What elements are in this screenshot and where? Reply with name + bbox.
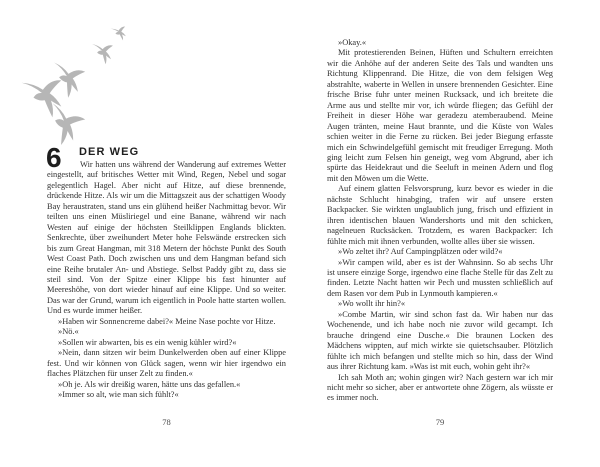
paragraph: Wir hatten uns während der Wanderung auf extremes Wetter eingestellt, auf britisches Wetter mit Wind, Regen, Nebel und sogar gelegentlich Hagel. Aber nicht auf Hitze, auf diese brennende, drückende Hitze. Als wir um die Mittagszeit aus der schattigen Woody Bay heraustraten, stand uns ein glühend heißer Nachmittag bevor. Wir teilten uns einen Müsliriegel und eine Banane, während wir nach Westen auf einige der höchsten Steilklippen Englands blickten. Senkrechte, über zweihundert Meter hohe Felswände erstrecken sich bis zum Great Hangman, mit 318 Metern der höchste Punkt des South West Coast Path. Doch zwischen uns und dem Hangman befand sich eine Reihe brutaler An- und Abstiege. Selbst Paddy gibt zu, dass sie steil sind. Von der Spitze einer Klippe bis fast hinunter auf Meereshöhe, von dort wieder hinauf auf eine Klippe. Und so weiter. Das war der Grund, warum ich eigentlich in Poole hatte starten wollen. Und es wurde immer heißer. bbox=[47, 160, 286, 316]
paragraph: »Wir campen wild, aber es ist der Wahnsinn. So ab sechs Uhr ist unsere einzige Sorge, irgendwo eine flache Stelle für das Zelt zu finden. Letzte Nacht hatten wir Pech und mussten schließlich auf dem Rasen vor dem Pub in Lynmouth kampieren.« bbox=[327, 257, 553, 298]
paragraph: »Wo wollt ihr hin?« bbox=[338, 299, 406, 309]
paragraph: »Nö.« bbox=[58, 327, 79, 337]
paragraph: Ich sah Moth an; wohin gingen wir? Nach gestern war ich mir nicht mehr so sicher, aber er antwortete ohne Zögern, als wüsste er es immer noch. bbox=[327, 372, 553, 403]
paragraph: »Wo zeltet ihr? Auf Campingplätzen oder wild?« bbox=[338, 247, 503, 257]
paragraph: »Immer so alt, wie man sich fühlt?« bbox=[58, 389, 179, 399]
paragraph: Auf einem glatten Felsvorsprung, kurz bevor es wieder in die nächste Schlucht hinabging, trafen wir auf unsere ersten Backpacker. Sie wirkten unglaublich jung, frisch und effizient in ihren identischen blauen Wandershorts und mit den schicken, nagelneuen Rucksäcken. Trotzdem, es waren Backpacker: Ich fühlte mich mit ihnen verbunden, wollte alles über sie wissen. bbox=[327, 184, 553, 246]
chapter-number: 6 bbox=[46, 142, 62, 173]
chapter-title: DER WEG bbox=[79, 146, 140, 158]
page-number-left: 78 bbox=[162, 417, 171, 427]
paragraph: »Nein, dann sitzen wir beim Dunkelwerden oben auf einer Klippe fest. Und wir können von Glück sagen, wenn wir hier irgendwo ein flaches Plätzchen für unser Zelt zu finden.« bbox=[47, 348, 286, 379]
paragraph: Mit protestierenden Beinen, Hüften und Schultern erreichten wir die Anhöhe auf der anderen Seite des Tals und wandten uns Richtung Klippenrand. Die Hitze, die von dem felsigen Weg abstrahlte, waberte in Wellen in unsere brennenden Gesichter. Eine frische Brise fuhr unter meinen Rucksack, und ich breitete die Arme aus und stellte mir vor, ich würde fliegen; das Gefühl der Freiheit in dieser Höhe war geradezu atemberaubend. Meine Augen tränten, meine Haut brannte, und die Küste von Wales schien weiter in die Ferne zu rücken. Bei jeder Biegung erfasste mich ein Schwindelgefühl gemischt mit freudiger Erregung. Moth ging leicht zum Felsen hin geneigt, weg vom Abgrund, aber ich spürte das Heidekraut und die Seeluft in meinen Adern und flog mit den Möwen um die Wette. bbox=[327, 48, 553, 183]
swallow-icon bbox=[111, 25, 129, 43]
paragraph: »Sollen wir abwarten, bis es ein wenig kühler wird?« bbox=[58, 337, 237, 347]
swallow-icon bbox=[92, 43, 114, 65]
paragraph: »Oh je. Als wir dreißig waren, hätte uns das gefallen.« bbox=[58, 379, 241, 389]
paragraph: »Haben wir Sonnencreme dabei?« Meine Nase pochte vor Hitze. bbox=[58, 316, 276, 326]
swallow-flock-illustration bbox=[0, 20, 145, 148]
page-left-text-block bbox=[47, 160, 286, 400]
paragraph: »Combe Martin, wir sind schon fast da. Wir haben nur das Wochenende, und ich habe noch nie zuvor wild gecampt. Ich brauche dringend eine Dusche.« Die braunen Locken des Mädchens wippten, auf mich wirkte sie quietschsauber. Plötzlich fühlte ich mich befangen und stellte mich so hin, dass der Wind aus ihrer Richtung kam. »Was ist mit euch, wohin geht ihr?« bbox=[327, 309, 553, 372]
paragraph: »Okay.« bbox=[338, 38, 367, 47]
swallow-icon bbox=[22, 76, 68, 122]
page-number-right: 79 bbox=[435, 417, 445, 427]
page-right-text-block bbox=[327, 38, 553, 404]
